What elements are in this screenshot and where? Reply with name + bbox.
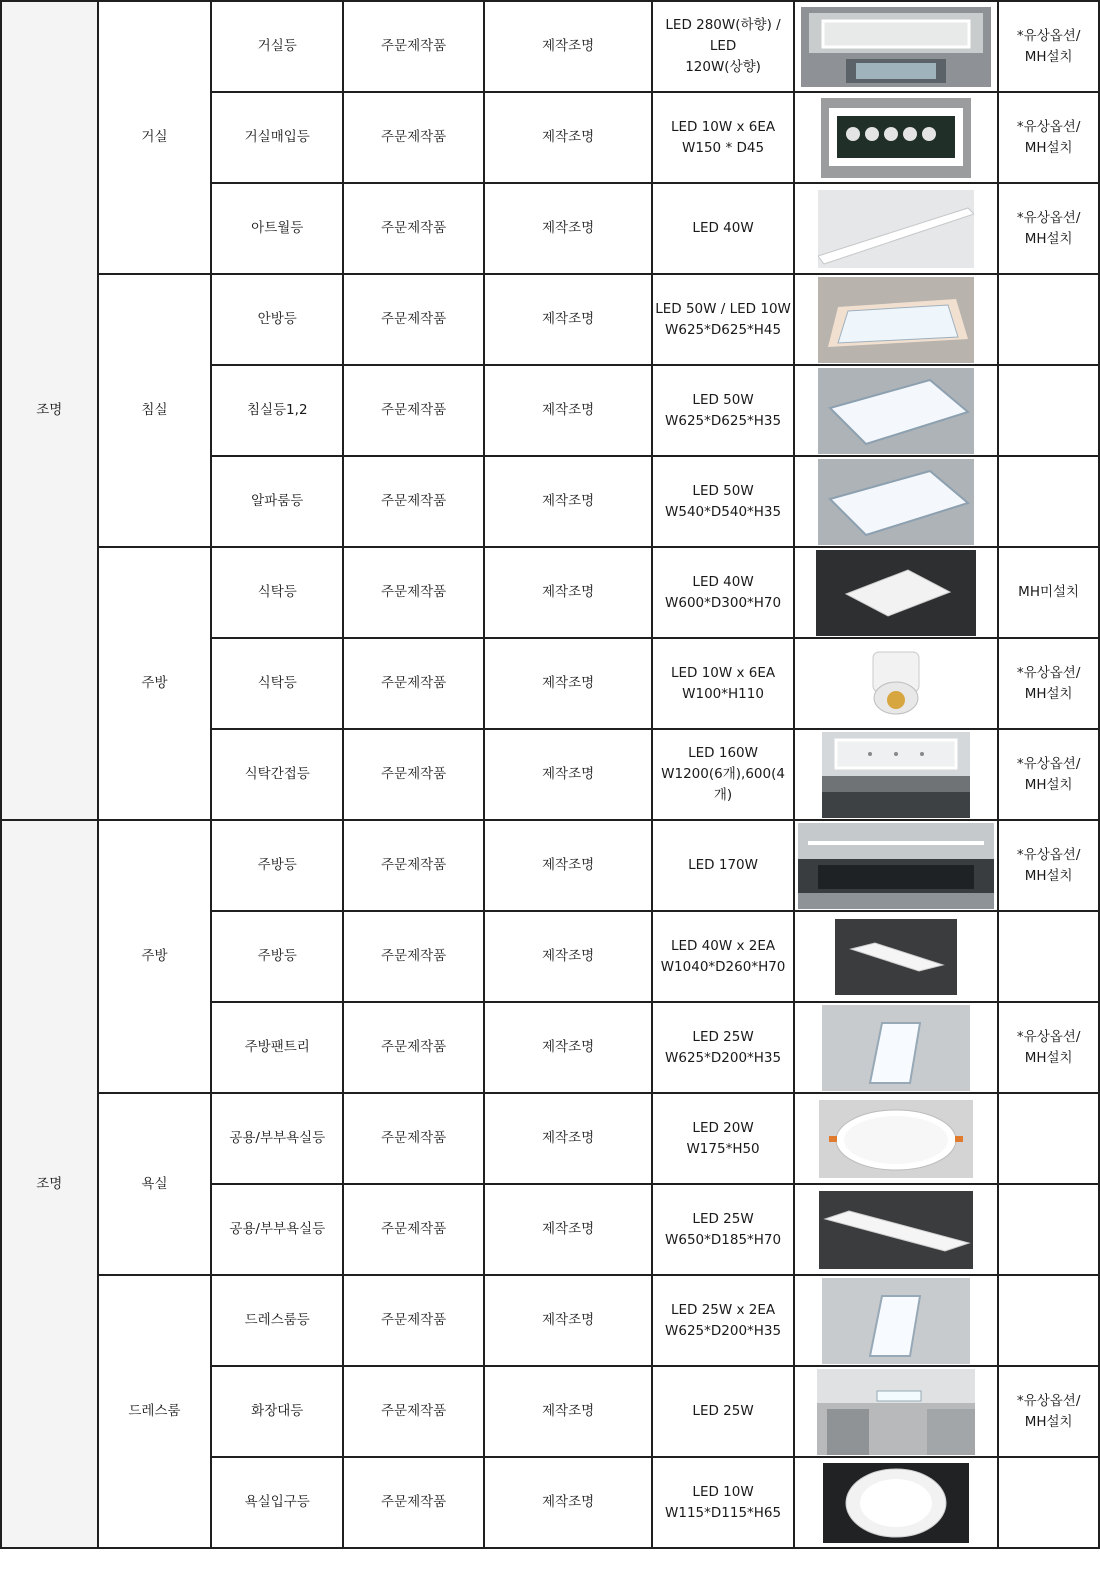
item-maker: 제작조명: [484, 547, 652, 638]
item-spec: LED 50W W625*D625*H35: [652, 365, 794, 456]
item-maker: 제작조명: [484, 1184, 652, 1275]
long-panel-dark-bg-image: [819, 1191, 973, 1269]
location-cell: 욕실: [98, 1093, 212, 1275]
item-spec: LED 280W(하향) / LED 120W(상향): [652, 1, 794, 92]
item-note: *유상옵션/ MH설치: [998, 729, 1099, 820]
item-spec: LED 160W W1200(6개),600(4개): [652, 729, 794, 820]
item-name: 거실매입등: [211, 92, 343, 183]
item-image: [794, 729, 998, 820]
item-spec: LED 20W W175*H50: [652, 1093, 794, 1184]
item-name: 침실등1,2: [211, 365, 343, 456]
item-note: *유상옵션/ MH설치: [998, 820, 1099, 911]
item-name: 거실등: [211, 1, 343, 92]
item-spec: LED 50W / LED 10W W625*D625*H45: [652, 274, 794, 365]
linear-bar-light-image: [818, 190, 974, 268]
kitchen-line-light-image: [798, 823, 994, 909]
item-type: 주문제작품: [343, 92, 484, 183]
indirect-cove-light-image: [822, 732, 970, 818]
item-note: [998, 274, 1099, 365]
item-spec: LED 10W x 6EA W150 * D45: [652, 92, 794, 183]
item-type: 주문제작품: [343, 274, 484, 365]
item-note: [998, 456, 1099, 547]
item-maker: 제작조명: [484, 1275, 652, 1366]
item-name: 드레스룸등: [211, 1275, 343, 1366]
location-cell: 주방: [98, 547, 212, 820]
item-name: 욕실입구등: [211, 1457, 343, 1548]
item-note: *유상옵션/ MH설치: [998, 638, 1099, 729]
item-note: *유상옵션/ MH설치: [998, 1002, 1099, 1093]
square-panel-light-image: [818, 368, 974, 454]
item-image: [794, 820, 998, 911]
item-name: 주방등: [211, 820, 343, 911]
item-name: 공용/부부욕실등: [211, 1184, 343, 1275]
item-image: [794, 1184, 998, 1275]
item-maker: 제작조명: [484, 92, 652, 183]
item-type: 주문제작품: [343, 456, 484, 547]
long-panel-dark-bg-image: [835, 919, 957, 995]
multi-spot-downlight-image: [821, 98, 971, 178]
cylinder-spot-light-image: [861, 644, 931, 724]
item-spec: LED 25W x 2EA W625*D200*H35: [652, 1275, 794, 1366]
item-note: *유상옵션/ MH설치: [998, 183, 1099, 274]
location-cell: 침실: [98, 274, 212, 547]
item-spec: LED 25W W650*D185*H70: [652, 1184, 794, 1275]
item-image: [794, 1, 998, 92]
item-type: 주문제작품: [343, 1, 484, 92]
vanity-recessed-light-image: [817, 1369, 975, 1455]
item-maker: 제작조명: [484, 638, 652, 729]
item-note: [998, 911, 1099, 1002]
table-row: [1, 1, 1099, 92]
item-name: 주방팬트리: [211, 1002, 343, 1093]
square-panel-light-image: [818, 459, 974, 545]
item-maker: 제작조명: [484, 183, 652, 274]
item-image: [794, 1275, 998, 1366]
item-image: [794, 638, 998, 729]
item-name: 주방등: [211, 911, 343, 1002]
item-note: [998, 1184, 1099, 1275]
item-image: [794, 92, 998, 183]
narrow-panel-light-image: [822, 1005, 970, 1091]
item-maker: 제작조명: [484, 274, 652, 365]
item-type: 주문제작품: [343, 1184, 484, 1275]
item-type: 주문제작품: [343, 183, 484, 274]
item-image: [794, 274, 998, 365]
item-note: [998, 1093, 1099, 1184]
item-type: 주문제작품: [343, 638, 484, 729]
item-type: 주문제작품: [343, 365, 484, 456]
item-type: 주문제작품: [343, 911, 484, 1002]
location-cell: 주방: [98, 820, 212, 1093]
location-cell: 거실: [98, 1, 212, 274]
category-cell: 조명: [1, 820, 98, 1548]
item-spec: LED 10W W115*D115*H65: [652, 1457, 794, 1548]
item-maker: 제작조명: [484, 820, 652, 911]
item-type: 주문제작품: [343, 1457, 484, 1548]
item-note: *유상옵션/ MH설치: [998, 1, 1099, 92]
item-maker: 제작조명: [484, 729, 652, 820]
item-type: 주문제작품: [343, 1275, 484, 1366]
item-name: 화장대등: [211, 1366, 343, 1457]
item-name: 아트월등: [211, 183, 343, 274]
item-maker: 제작조명: [484, 911, 652, 1002]
item-type: 주문제작품: [343, 547, 484, 638]
item-name: 알파룸등: [211, 456, 343, 547]
item-spec: LED 40W: [652, 183, 794, 274]
item-type: 주문제작품: [343, 729, 484, 820]
item-note: *유상옵션/ MH설치: [998, 92, 1099, 183]
item-name: 안방등: [211, 274, 343, 365]
item-spec: LED 25W: [652, 1366, 794, 1457]
item-note: [998, 365, 1099, 456]
table-row: [1, 1093, 1099, 1184]
item-image: [794, 1457, 998, 1548]
item-spec: LED 170W: [652, 820, 794, 911]
item-name: 식탁등: [211, 638, 343, 729]
item-image: [794, 456, 998, 547]
recessed-cove-ceiling-light-image: [801, 7, 991, 87]
item-note: [998, 1457, 1099, 1548]
narrow-panel-light-image: [822, 1278, 970, 1364]
item-maker: 제작조명: [484, 1457, 652, 1548]
square-panel-light-warm-image: [818, 277, 974, 363]
item-maker: 제작조명: [484, 365, 652, 456]
item-spec: LED 25W W625*D200*H35: [652, 1002, 794, 1093]
item-name: 식탁간접등: [211, 729, 343, 820]
round-downlight-image: [819, 1100, 973, 1178]
item-image: [794, 1093, 998, 1184]
location-cell: 드레스룸: [98, 1275, 212, 1548]
item-image: [794, 365, 998, 456]
item-name: 공용/부부욕실등: [211, 1093, 343, 1184]
table-row: [1, 1275, 1099, 1366]
table-row: [1, 820, 1099, 911]
table-row: [1, 274, 1099, 365]
category-cell: 조명: [1, 1, 98, 820]
item-maker: 제작조명: [484, 1366, 652, 1457]
item-note: [998, 1275, 1099, 1366]
item-note: MH미설치: [998, 547, 1099, 638]
item-image: [794, 183, 998, 274]
item-name: 식탁등: [211, 547, 343, 638]
item-spec: LED 50W W540*D540*H35: [652, 456, 794, 547]
item-image: [794, 1366, 998, 1457]
rectangular-panel-dark-bg-image: [816, 550, 976, 636]
item-maker: 제작조명: [484, 456, 652, 547]
item-type: 주문제작품: [343, 1093, 484, 1184]
item-image: [794, 547, 998, 638]
item-spec: LED 10W x 6EA W100*H110: [652, 638, 794, 729]
item-spec: LED 40W x 2EA W1040*D260*H70: [652, 911, 794, 1002]
item-image: [794, 1002, 998, 1093]
item-type: 주문제작품: [343, 1002, 484, 1093]
item-type: 주문제작품: [343, 820, 484, 911]
item-spec: LED 40W W600*D300*H70: [652, 547, 794, 638]
table-row: [1, 547, 1099, 638]
item-maker: 제작조명: [484, 1, 652, 92]
item-image: [794, 911, 998, 1002]
round-deep-downlight-image: [823, 1463, 969, 1543]
item-maker: 제작조명: [484, 1002, 652, 1093]
item-maker: 제작조명: [484, 1093, 652, 1184]
item-note: *유상옵션/ MH설치: [998, 1366, 1099, 1457]
item-type: 주문제작품: [343, 1366, 484, 1457]
